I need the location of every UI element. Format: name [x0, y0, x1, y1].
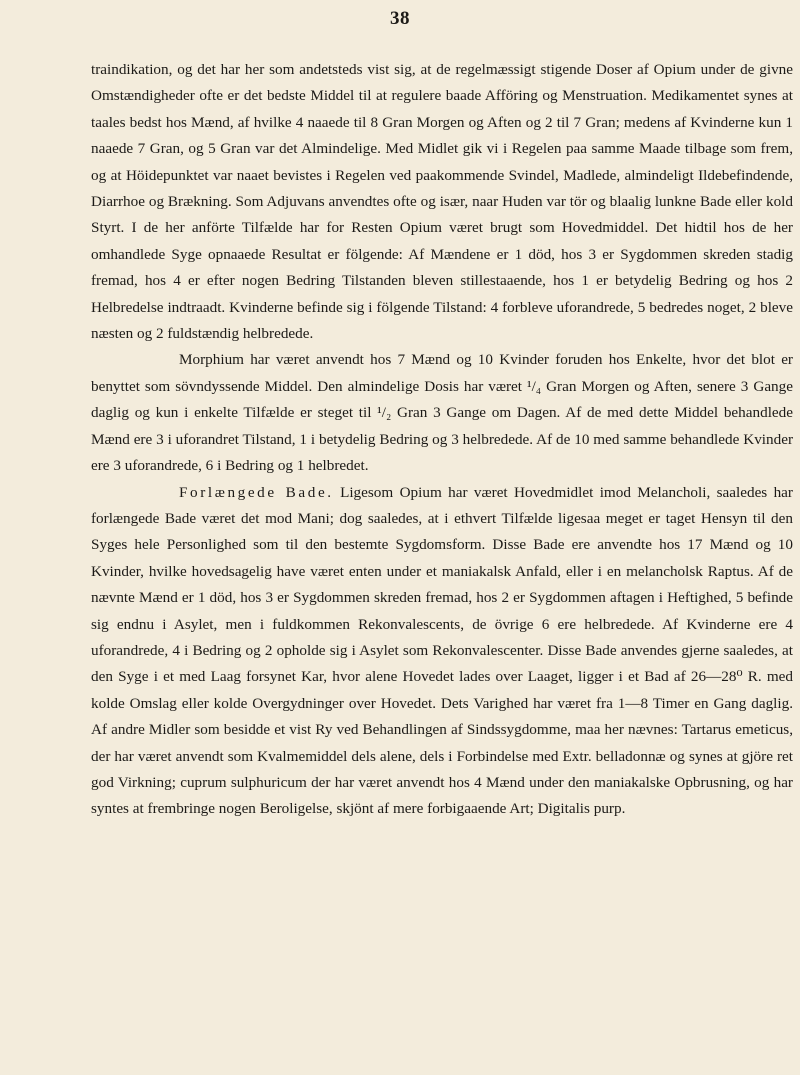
body-text	[91, 57, 793, 823]
paragraph-morphium: Morphium har været anvendt hos 7 Mænd og 10 Kvinder foruden hos Enkelte, hvor det blot er benyttet som sövndyssende Middel. Den almindelige Dosis har været ¹/₄ Gran Morgen og Aften, senere 3 Gange daglig og kun i enkelte Tilfælde er steget til ¹/₂ Gran 3 Gange om Dagen. Af de med dette Middel behandlede Mænd ere 3 i uforandret Tilstand, 1 i betydelig Bedring og 3 helbredede. Af de 10 med samme behandlede Kvinder ere 3 uforandrede, 6 i Bedring og 1 helbredet.	[91, 351, 793, 475]
paragraph-opium-results: traindikation, og det har her som andetsteds vist sig, at de regelmæssigt stigende Doser af Opium under de givne Omstændigheder ofte er det bedste Middel til at regulere baade Afföring og Menstruation. Medikamentet synes at taales bedst hos Mænd, af hvilke 4 naaede til 8 Gran Morgen og Aften og 2 til 7 Gran; medens af Kvinderne kun 1 naaede 7 Gran, og 5 Gran var det Almindelige. Med Midlet gik vi i Regelen paa samme Maade tilbage som frem, og at Höidepunktet var naaet bevistes i Regelen ved paakommende Svindel, Madlede, almindeligt Ildebefindende, Diarrhoe og Brækning. Som Adjuvans anvendtes ofte og især, naar Huden var tör og blaalig lunkne Bade eller kold Styrt. I de her anförte Tilfælde har for Resten Opium været brugt som Hovedmiddel. Det hidtil hos de her omhandlede Syge opnaaede Resultat er fölgende: Af Mændene er 1 död, hos 3 er Sygdommen skreden stadig fremad, hos 4 er efter nogen Bedring Tilstanden bleven stillestaaende, hos 1 er betydelig Bedring og hos 2 Helbredelse indtraadt. Kvinderne befinde sig i fölgende Tilstand: 4 forbleve uforandrede, 5 bedredes noget, 2 bleve næsten og 2 fuldstændig helbredede.	[91, 61, 793, 343]
page-number: 38	[390, 8, 410, 29]
paragraph-prolonged-baths-body: Ligesom Opium har været Hovedmidlet imod Melancholi, saaledes har forlængede Bade været det mod Mani; dog saaledes, at i ethvert Tilfælde ligesaa meget er taget Hensyn til den Syges hele Personlighed som til den bestemte Sygdomsform. Disse Bade ere anvendte hos 17 Mænd og 10 Kvinder, hvilke hovedsagelig have været enten under et maniakalsk Anfald, eller i en melancholsk Raptus. Af de nævnte Mænd er 1 död, hos 3 er Sygdommen skreden fremad, hos 2 er Sygdommen aftagen i Heftighed, 5 befinde sig endnu i Asylet, men i fuldkommen Rekonvalescents, de övrige 6 ere helbredede. Af Kvinderne ere 4 uforandrede, 4 i Bedring og 2 opholde sig i Asylet som Rekonvalescenter. Disse Bade anvendes gjerne saaledes, at den Syge i et med Laag forsynet Kar, hvor alene Hovedet lades over Laaget, ligger i et Bad af 26—28⁰ R. med kolde Omslag eller kolde Overgydninger over Hovedet. Dets Varighed har været fra 1—8 Timer en Gang daglig. Af andre Midler som besidde et vist Ry ved Behandlingen af Sindssygdomme, maa her nævnes: Tartarus emeticus, der har været anvendt som Kvalmemiddel dels alene, dels i Forbindelse med Extr. belladonnæ og synes at gjöre ret god Virkning; cuprum sulphuricum der har været anvendt hos 4 Mænd under den maniakalske Opbrusning, og har syntes at frembringe nogen Beroligelse, skjönt af mere forbigaaende Art; Digitalis purp.	[91, 483, 793, 818]
paragraph-prolonged-baths	[91, 480, 793, 823]
section-heading-prolonged-baths: Forlængede Bade.	[179, 483, 334, 501]
